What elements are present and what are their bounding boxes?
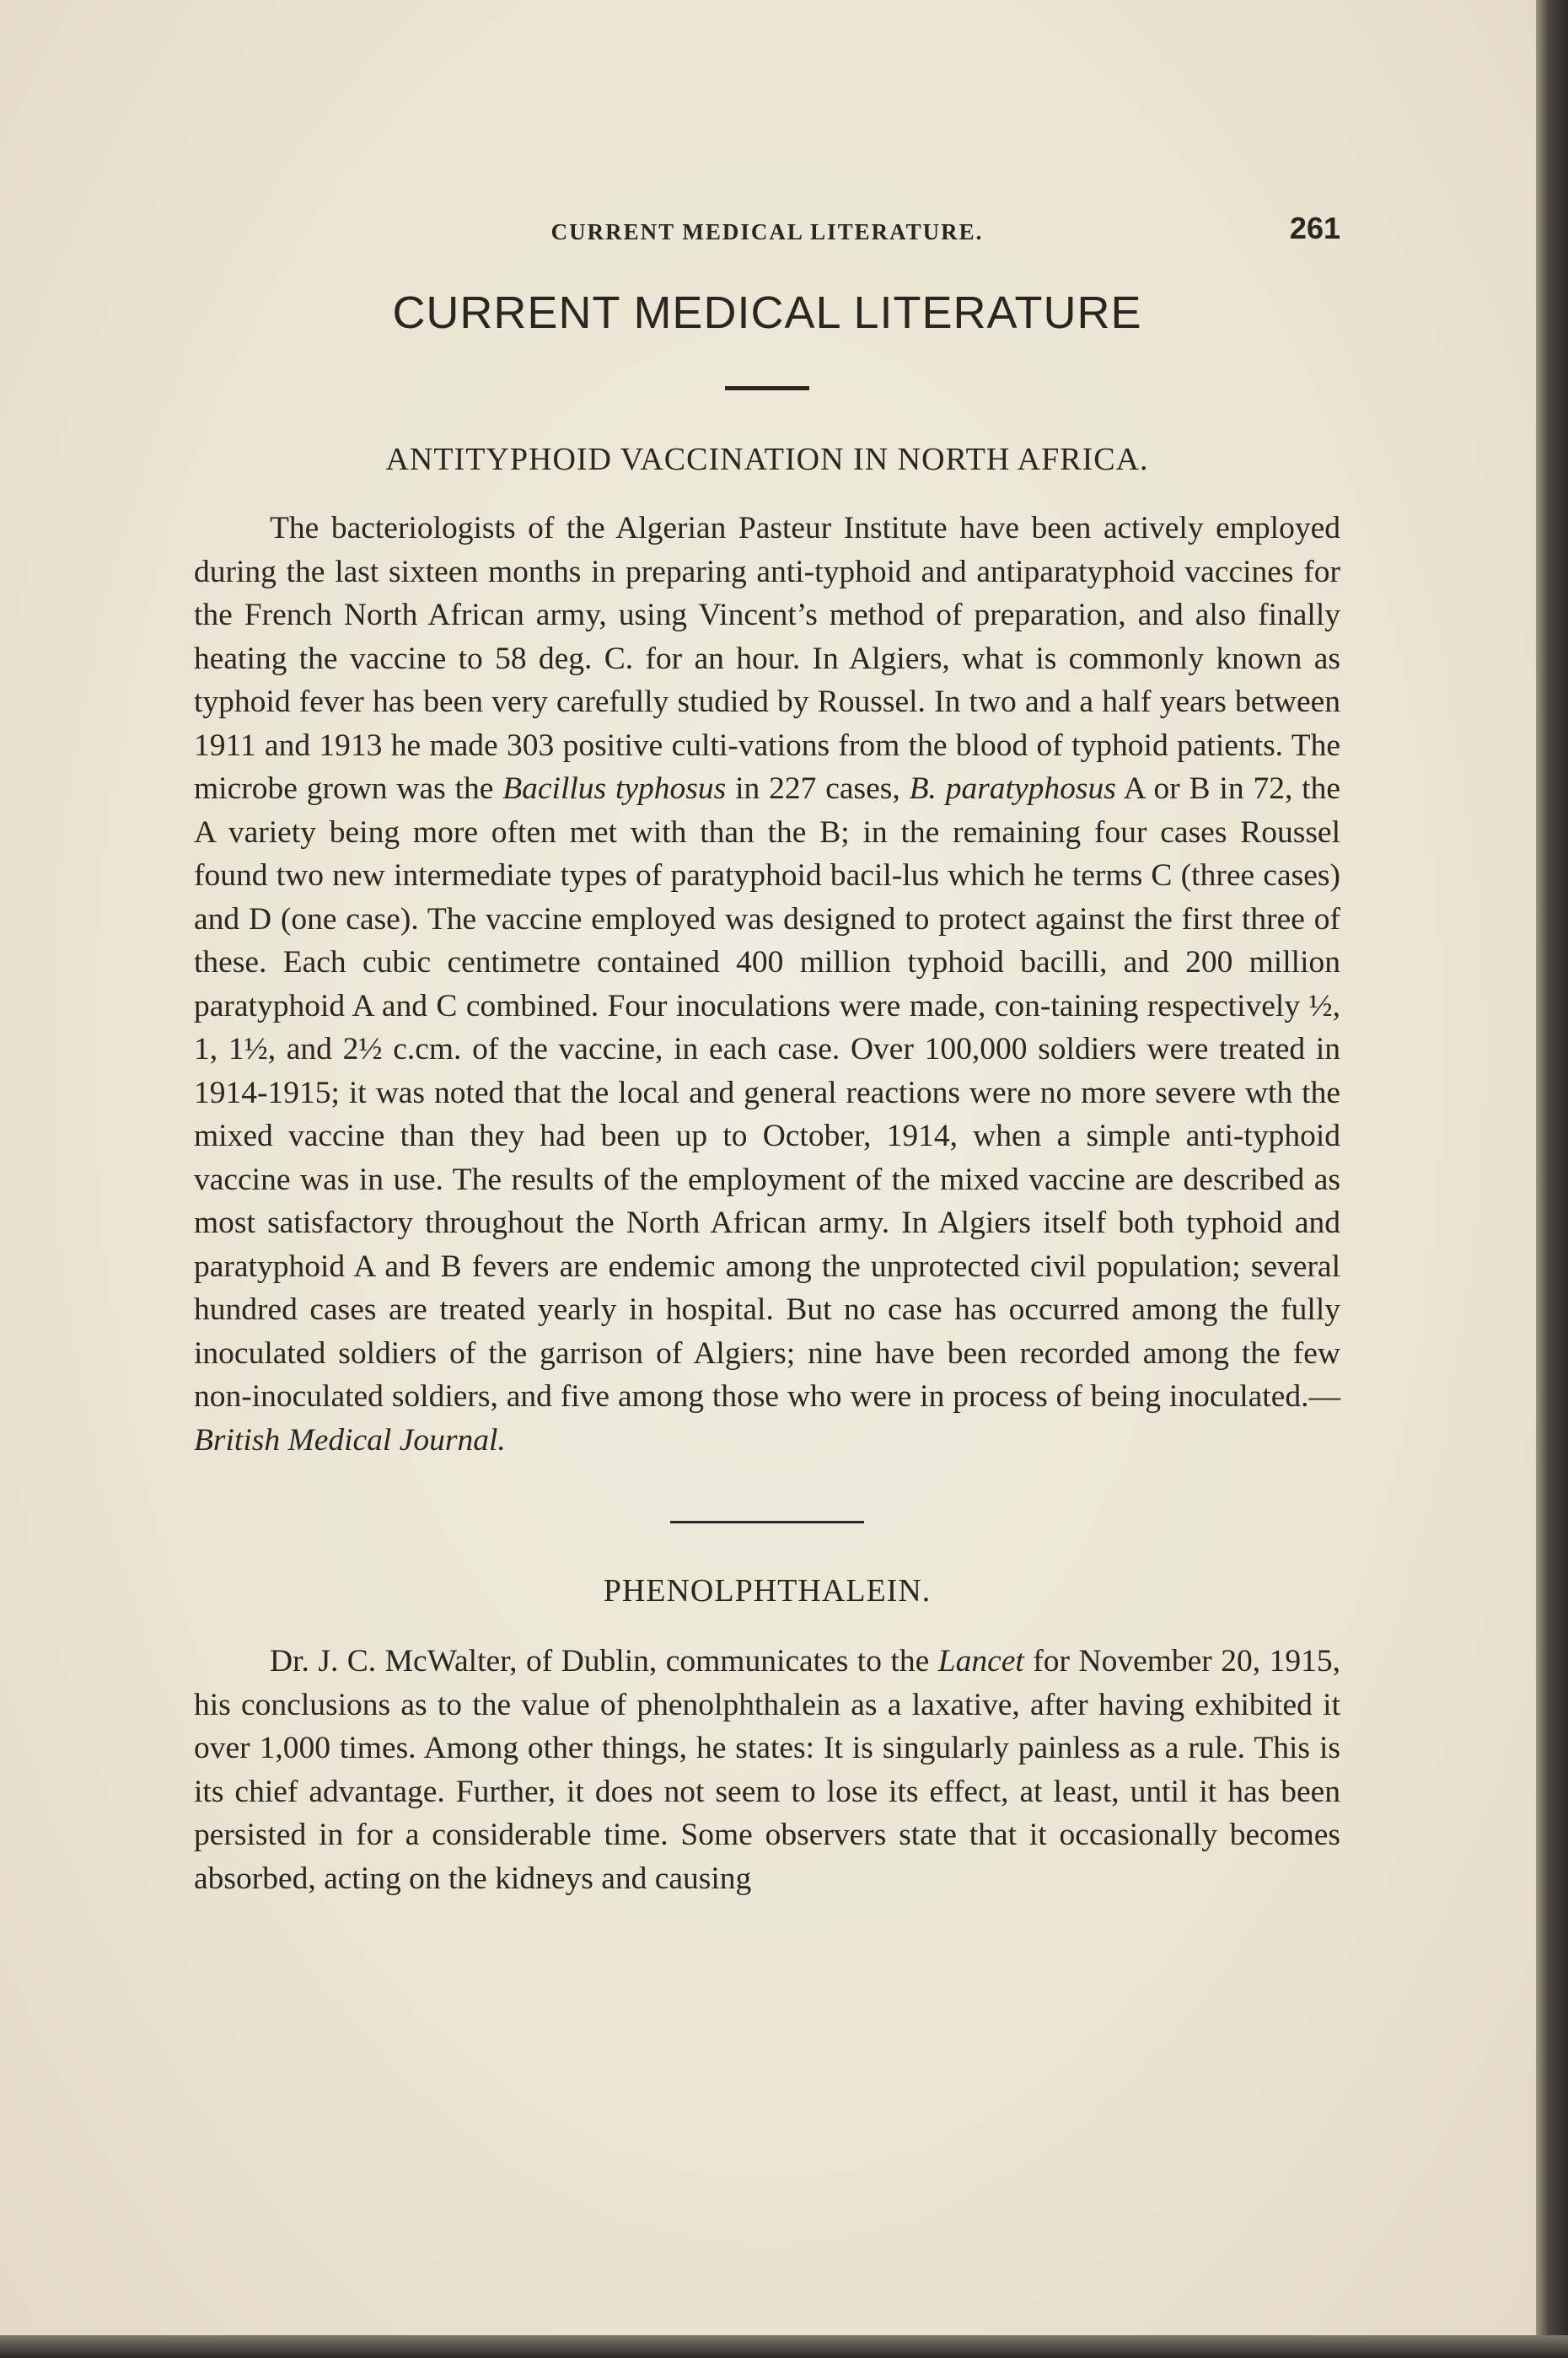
body-text-segment: Dr. J. C. McWalter, of Dublin, communicates to the	[270, 1644, 938, 1679]
page-number: 261	[1289, 211, 1340, 245]
body-text-segment: in 227 cases,	[726, 771, 910, 806]
page-edge-shadow	[1536, 0, 1568, 2358]
italic-term: Lancet	[937, 1644, 1024, 1679]
section-divider	[670, 1521, 864, 1523]
article-body-antityphoid	[194, 507, 1340, 1462]
article-title-phenolphthalein: PHENOLPHTHALEIN.	[603, 1573, 932, 1609]
body-text-segment: for November 20, 1915, his conclusions as to the value of phenolphthalein as a laxative, after having exhibited it over 1,000 times. Among other things, he states: It is singularly painless as a rule. This is its chief advantage. Further, it does not seem to lose its effect, at least, until it has been persisted in for a considerable time. Some observers state that it occasionally becomes absorbed, acting on the kidneys and causing	[194, 1644, 1340, 1896]
italic-term: Bacillus typhosus	[502, 771, 727, 806]
italic-term: B. paratyphosus	[909, 771, 1116, 806]
page-content	[194, 211, 1340, 1900]
article-title-antityphoid: ANTITYPHOID VACCINATION IN NORTH AFRICA.	[385, 442, 1149, 477]
article-body-phenolphthalein	[194, 1640, 1340, 1900]
bottom-edge-shadow	[0, 2335, 1568, 2358]
running-head	[194, 211, 1340, 261]
title-rule	[725, 386, 809, 390]
running-head-title: CURRENT MEDICAL LITERATURE.	[550, 219, 984, 244]
body-text-segment: The bacteriologists of the Algerian Pasteur Institute have been actively employed during the last sixteen months in preparing anti-typhoid and antiparatyphoid vaccines for the French North African army, using Vincent’s method of preparation, and also finally heating the vaccine to 58 deg. C. for an hour. In Algiers, what is commonly known as typhoid fever has been very carefully studied by Roussel. In two and a half years between 1911 and 1913 he made 303 positive culti-vations from the blood of typhoid patients. The microbe grown was the	[194, 511, 1340, 806]
main-title: CURRENT MEDICAL LITERATURE	[392, 287, 1142, 338]
source-citation: British Medical Journal.	[194, 1422, 506, 1458]
body-text-segment: A or B in 72, the A variety being more often met with than the B; in the remaining four cases Roussel found two new intermediate types of paratyphoid bacil-lus which he terms C (three cases) and D (one case). The vaccine employed was designed to protect against the first three of these. Each cubic centimetre contained 400 million typhoid bacilli, and 200 million paratyphoid A and C combined. Four inoculations were made, con-taining respectively ½, 1, 1½, and 2½ c.cm. of the vaccine, in each case. Over 100,000 soldiers were treated in 1914-1915; it was noted that the local and general reactions were no more severe wth the mixed vaccine than they had been up to October, 1914, when a simple anti-typhoid vaccine was in use. The results of the employment of the mixed vaccine are described as most satisfactory throughout the North African army. In Algiers itself both typhoid and paratyphoid A and B fevers are endemic among the unprotected civil population; several hundred cases are treated yearly in hospital. But no case has occurred among the fully inoculated soldiers of the garrison of Algiers; nine have been recorded among the few non-inoculated soldiers, and five among those who were in process of being inoculated.—	[194, 771, 1340, 1414]
